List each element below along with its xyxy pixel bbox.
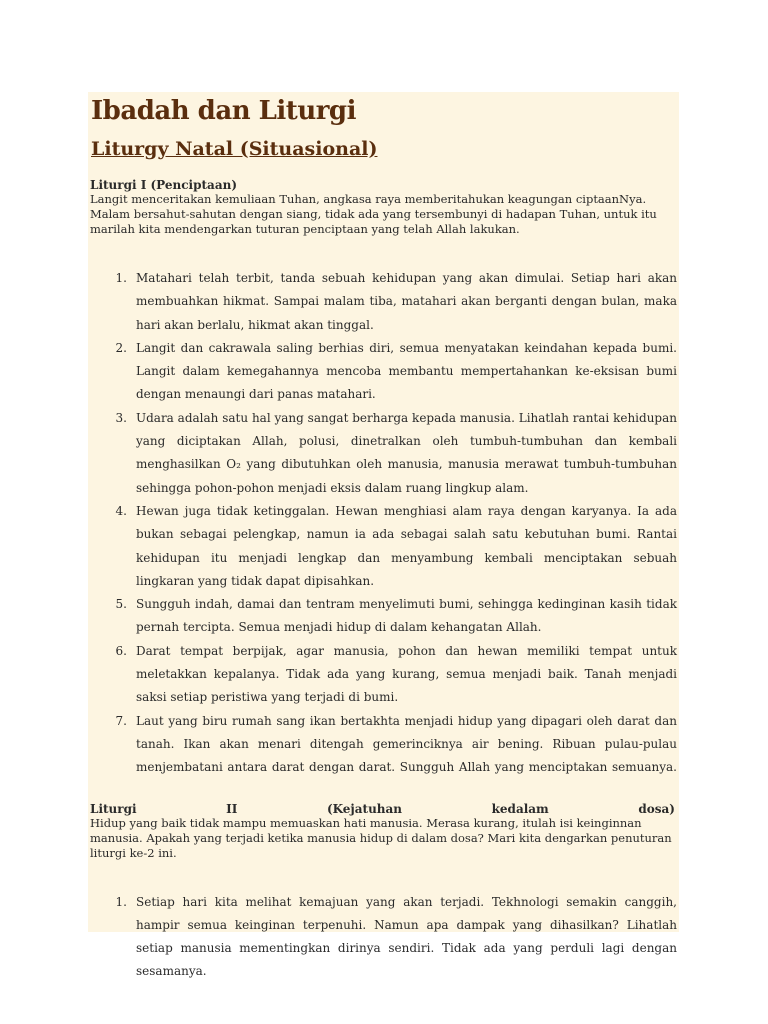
section-intro-liturgi-1: Langit menceritakan kemuliaan Tuhan, angkasa raya memberitahukan keagungan ciptaanNya. Malam bersahut-sahutan dengan siang, tidak ada yang tersembunyi di hadapan Tuhan, untuk itu marilah kita mendengarkan tuturan penciptaan yang telah Allah lakukan. bbox=[90, 192, 657, 236]
section-intro-liturgi-2: Hidup yang baik tidak mampu memuaskan hati manusia. Merasa kurang, itulah isi keinginnan manusia. Apakah yang terjadi ketika manusia hidup di dalam dosa? Mari kita dengarkan penuturan liturgi ke-2 ini. bbox=[90, 815, 672, 860]
list-item bbox=[88, 267, 679, 337]
list-item bbox=[88, 593, 679, 640]
list-item-text: Udara adalah satu hal yang sangat berharga kepada manusia. Lihatlah rantai kehidupan yang diciptakan Allah, polusi, dinetralkan oleh tumbuh-tumbuhan dan kembali menghasilkan O₂ yang dibutuhkan oleh manusia, manusia merawat tumbuh-tumbuhan sehingga pohon-pohon menjadi eksis dalam ruang lingkup alam. bbox=[136, 410, 677, 495]
liturgi-1-list bbox=[88, 267, 679, 780]
list-item bbox=[88, 640, 679, 710]
list-item-number: 1. bbox=[115, 894, 127, 909]
heading-word: kedalam bbox=[491, 801, 549, 816]
list-item-text: Matahari telah terbit, tanda sebuah kehidupan yang akan dimulai. Setiap hari akan membuahkan hikmat. Sampai malam tiba, matahari akan berganti dengan bulan, maka hari akan berlalu, hikmat akan tinggal. bbox=[136, 271, 677, 332]
list-item-number: 5. bbox=[115, 597, 127, 612]
list-item-number: 3. bbox=[115, 410, 127, 425]
heading-word: dosa) bbox=[638, 801, 675, 816]
document-page bbox=[88, 92, 679, 979]
list-item-number: 7. bbox=[115, 713, 127, 728]
list-item-number: 2. bbox=[115, 340, 127, 355]
list-item-text: Hewan juga tidak ketinggalan. Hewan menghiasi alam raya dengan karyanya. Ia ada bukan sebagai pelengkap, namun ia ada sebagai salah satu kebutuhan bumi. Rantai kehidupan itu menjadi lengkap dan menyambung kembali menciptakan sebuah lingkaran yang tidak dapat dipisahkan. bbox=[136, 503, 677, 588]
list-item-text: Laut yang biru rumah sang ikan bertakhta menjadi hidup yang dipagari oleh darat dan tanah. Ikan akan menari ditengah gemerinciknya air bening. Ribuan pulau-pulau menjembatani antara darat dengan darat. Sungguh Allah yang menciptakan semuanya. bbox=[136, 713, 677, 775]
page-title: Ibadah dan Liturgi bbox=[91, 96, 356, 126]
list-item-text: Darat tempat berpijak, agar manusia, pohon dan hewan memiliki tempat untuk meletakkan kepalanya. Tidak ada yang kurang, semua menjadi baik. Tanah menjadi saksi setiap peristiwa yang terjadi di bumi. bbox=[136, 643, 677, 705]
section-heading-liturgi-2 bbox=[90, 802, 679, 816]
list-item-number: 4. bbox=[115, 503, 127, 518]
list-item bbox=[88, 407, 679, 500]
list-item bbox=[88, 337, 679, 407]
list-item-number: 6. bbox=[115, 643, 127, 658]
heading-word: II bbox=[226, 801, 238, 816]
list-item bbox=[88, 500, 679, 593]
heading-word: (Kejatuhan bbox=[326, 801, 403, 816]
list-item-text: Sungguh indah, damai dan tentram menyelimuti bumi, sehingga kedinginan kasih tidak pernah tercipta. Semua menjadi hidup di dalam kehangatan Allah. bbox=[136, 597, 677, 635]
list-item-text: Langit dan cakrawala saling berhias diri, semua menyatakan keindahan kepada bumi. Langit dalam kemegahannya mencoba membantu mempertahankan ke-eksisan bumi dengan menaungi dari panas matahari. bbox=[136, 340, 677, 402]
list-item bbox=[88, 891, 679, 984]
liturgi-2-list bbox=[88, 891, 679, 984]
list-item-number: 1. bbox=[115, 271, 127, 285]
heading-word: Liturgi bbox=[90, 801, 137, 816]
list-item bbox=[88, 710, 679, 780]
page-subtitle[interactable]: Liturgy Natal (Situasional) bbox=[91, 138, 378, 160]
section-heading-liturgi-1: Liturgi I (Penciptaan) bbox=[90, 178, 237, 192]
list-item-text: Setiap hari kita melihat kemajuan yang akan terjadi. Tekhnologi semakin canggih, hampir semua keinginan terpenuhi. Namun apa dampak yang dihasilkan? Lihatlah setiap manusia mementingkan dirinya sendiri. Tidak ada yang perduli lagi dengan sesamanya. bbox=[136, 894, 677, 979]
